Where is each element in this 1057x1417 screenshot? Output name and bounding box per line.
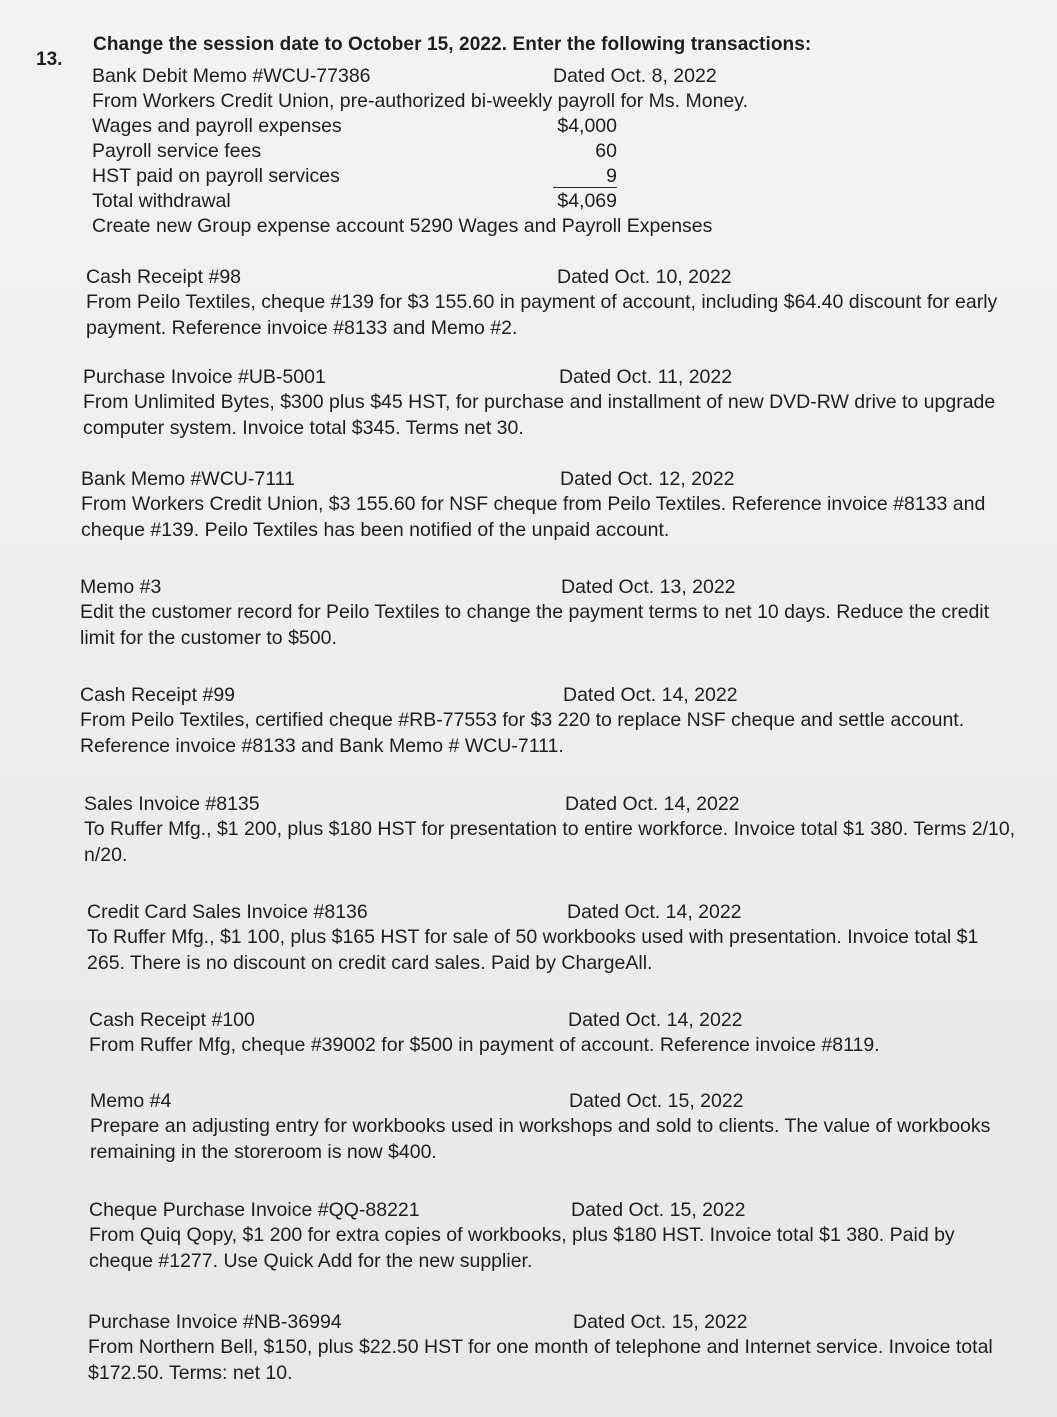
- entry-reference: Purchase Invoice #UB-5001: [83, 366, 326, 388]
- entry-reference: Memo #3: [80, 576, 162, 598]
- entry-reference: Cheque Purchase Invoice #QQ-88221: [89, 1199, 420, 1221]
- entry-header: [89, 1197, 1014, 1222]
- entry-header: [80, 574, 1025, 599]
- transaction-entry: [89, 1197, 1014, 1274]
- entry-date: Dated Oct. 15, 2022: [569, 1090, 744, 1112]
- entry-description: From Northern Bell, $150, plus $22.50 HST for one month of telephone and Internet service. Invoice total $172.50. Terms: net 10.: [88, 1336, 993, 1384]
- entry-intro: From Workers Credit Union, pre-authorized bi-weekly payroll for Ms. Money.: [92, 90, 748, 112]
- transaction-entry: [80, 574, 1025, 651]
- entry-reference: Sales Invoice #8135: [84, 793, 260, 815]
- transaction-entry: [88, 1309, 1013, 1386]
- transaction-entry: [87, 899, 1017, 976]
- amount-line: [92, 138, 972, 163]
- entry-reference: Bank Debit Memo #WCU-77386: [92, 65, 371, 87]
- transaction-entry: [86, 264, 1006, 341]
- amount-value: $4,069: [557, 190, 617, 212]
- amount-label: Payroll service fees: [92, 140, 262, 162]
- entry-date: Dated Oct. 10, 2022: [557, 266, 732, 288]
- entry-reference: Purchase Invoice #NB-36994: [88, 1311, 342, 1333]
- entry-header: [92, 63, 972, 88]
- amount-label: Total withdrawal: [92, 190, 231, 212]
- transaction-entry: [81, 466, 1001, 543]
- entry-date: Dated Oct. 14, 2022: [567, 901, 742, 923]
- amount-value: 9: [606, 165, 617, 187]
- question-heading: Change the session date to October 15, 2022. Enter the following transactions:: [93, 34, 812, 55]
- transaction-entry: [80, 682, 1000, 759]
- entry-description: From Ruffer Mfg, cheque #39002 for $500 in payment of account. Reference invoice #8119.: [89, 1034, 880, 1056]
- entry-description: To Ruffer Mfg., $1 100, plus $165 HST for sale of 50 workbooks used with presentation. Invoice total $1 265. There is no discount on credit card sales. Paid by ChargeAll.: [87, 926, 979, 974]
- entry-reference: Cash Receipt #100: [89, 1009, 255, 1031]
- entry-header: [90, 1088, 1005, 1113]
- entry-header: [88, 1309, 1013, 1334]
- amount-label: HST paid on payroll services: [92, 165, 340, 187]
- transaction-entry: [84, 791, 1024, 868]
- entry-header: [87, 899, 1017, 924]
- transaction-entry: [83, 364, 1003, 441]
- entry-date: Dated Oct. 14, 2022: [568, 1009, 743, 1031]
- entry-description: From Peilo Textiles, cheque #139 for $3 155.60 in payment of account, including $64.40 discount for early payment. Reference invoice #8133 and Memo #2.: [86, 291, 998, 339]
- entry-date: Dated Oct. 11, 2022: [559, 366, 733, 388]
- entry-reference: Cash Receipt #99: [80, 684, 236, 706]
- transaction-entry: [90, 1088, 1005, 1165]
- amount-line: [92, 163, 972, 188]
- entry-header: [86, 264, 1006, 289]
- entry-header: [84, 791, 1024, 816]
- entry-date: Dated Oct. 15, 2022: [571, 1199, 746, 1221]
- amount-value: $4,000: [557, 115, 617, 137]
- entry-description: To Ruffer Mfg., $1 200, plus $180 HST for presentation to entire workforce. Invoice total $1 380. Terms 2/10, n/20.: [84, 818, 1016, 866]
- entry-description: Prepare an adjusting entry for workbooks used in workshops and sold to clients. The value of workbooks remaining in the storeroom is now $400.: [90, 1115, 991, 1163]
- entry-description: From Peilo Textiles, certified cheque #RB-77553 for $3 220 to replace NSF cheque and settle account. Reference invoice #8133 and Bank Memo # WCU-7111.: [80, 709, 965, 757]
- entry-reference: Credit Card Sales Invoice #8136: [87, 901, 368, 923]
- entry-description: From Quiq Qopy, $1 200 for extra copies of workbooks, plus $180 HST. Invoice total $1 380. Paid by cheque #1277. Use Quick Add for the new supplier.: [89, 1224, 955, 1272]
- amount-label: Wages and payroll expenses: [92, 115, 342, 137]
- entry-reference: Memo #4: [90, 1090, 172, 1112]
- entry-date: Dated Oct. 15, 2022: [573, 1311, 748, 1333]
- transaction-entry: [89, 1007, 1019, 1058]
- entry-note: Create new Group expense account 5290 Wages and Payroll Expenses: [92, 215, 713, 237]
- entry-date: Dated Oct. 13, 2022: [561, 576, 736, 598]
- entry-header: [81, 466, 1001, 491]
- question-number: 13.: [36, 49, 63, 70]
- entry-description: From Workers Credit Union, $3 155.60 for NSF cheque from Peilo Textiles. Reference invoice #8133 and cheque #139. Peilo Textiles has been notified of the unpaid account.: [81, 493, 986, 541]
- entry-reference: Cash Receipt #98: [86, 266, 242, 288]
- entry-reference: Bank Memo #WCU-7111: [81, 468, 295, 490]
- entry-date: Dated Oct. 14, 2022: [563, 684, 738, 706]
- entry-description: Edit the customer record for Peilo Textiles to change the payment terms to net 10 days. Reduce the credit limit for the customer to $500.: [80, 601, 990, 649]
- transaction-entry: [92, 63, 972, 238]
- entry-date: Dated Oct. 12, 2022: [560, 468, 735, 490]
- entry-date: Dated Oct. 14, 2022: [565, 793, 740, 815]
- entry-header: [89, 1007, 1019, 1032]
- amount-line: [92, 113, 972, 138]
- entry-date: Dated Oct. 8, 2022: [553, 65, 717, 87]
- entry-header: [83, 364, 1003, 389]
- amount-line: [92, 188, 972, 213]
- entry-header: [80, 682, 1000, 707]
- amount-value: 60: [595, 140, 617, 162]
- entry-description: From Unlimited Bytes, $300 plus $45 HST, for purchase and installment of new DVD-RW drive to upgrade computer system. Invoice total $345. Terms net 30.: [83, 391, 996, 439]
